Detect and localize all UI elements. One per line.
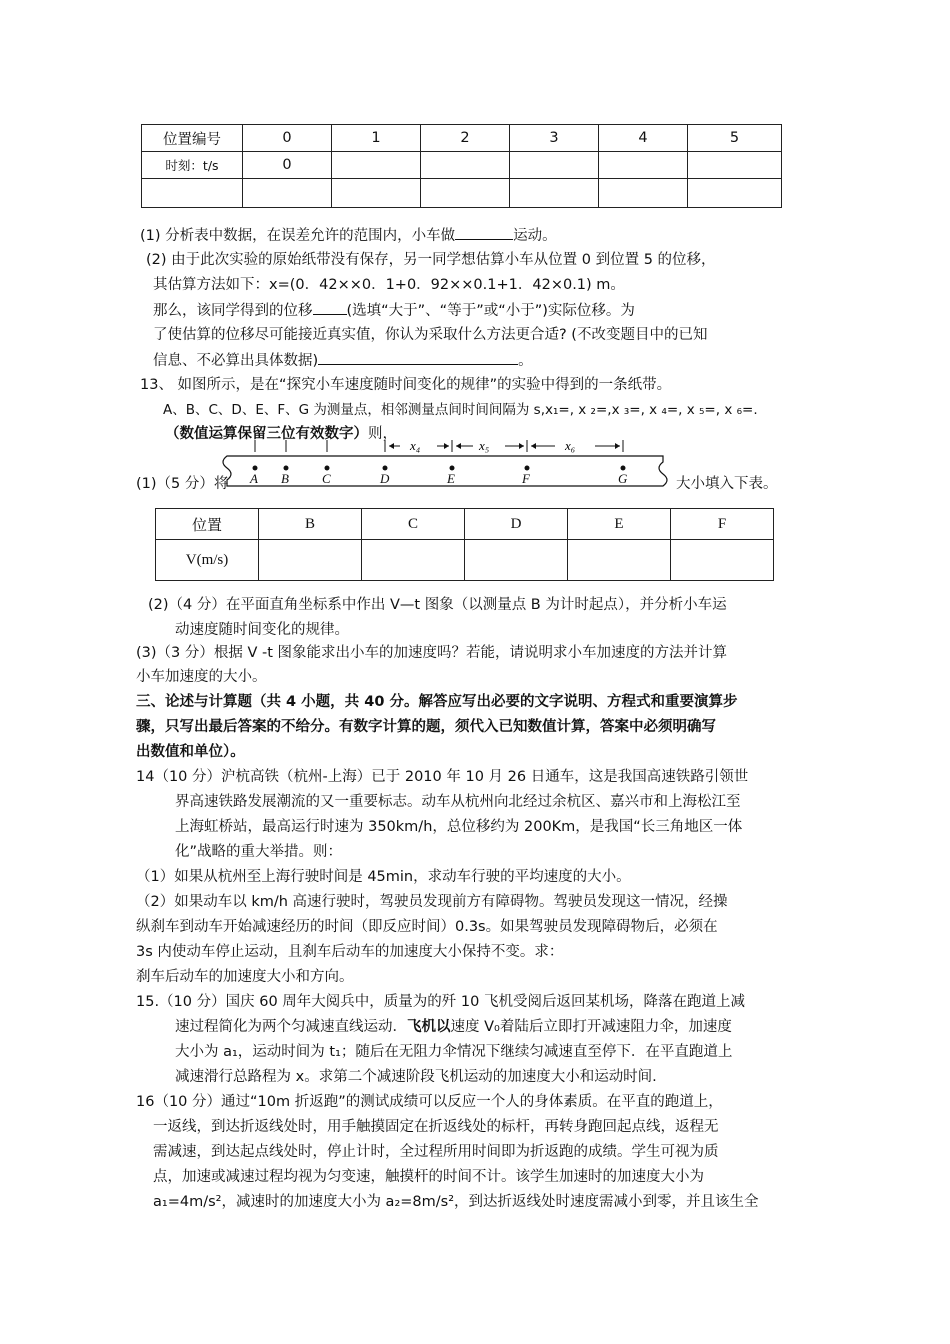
table-row: [156, 540, 774, 581]
q13-part1-start: (1)（5 分）将: [136, 476, 229, 492]
q12-part2-line5-a: 信息、不必算出具体数据): [153, 353, 319, 369]
q13-part2-line2: 动速度随时间变化的规律。: [175, 622, 349, 638]
q14-line1: 14（10 分）沪杭高铁（杭州-上海）已于 2010 年 10 月 26 日通车，这是我国高速铁路引领世: [136, 769, 749, 785]
segment-label-x6: x₆: [565, 438, 576, 453]
table-cell: [688, 179, 782, 208]
table-row-label: V(m/s): [156, 540, 259, 581]
q14-line9: 刹车后动车的加速度大小和方向。: [136, 969, 354, 985]
table-header-cell: 位置: [156, 509, 259, 540]
table-cell: [568, 540, 671, 581]
point-label-f: F: [522, 471, 530, 486]
table-cell: [510, 179, 599, 208]
point-label-e: E: [447, 471, 455, 486]
q12-part2-line3-b: (选填“大于”、“等于”或“小于”)实际位移。为: [346, 303, 635, 319]
q14-line3: 上海虹桥站，最高运行时速为 350km/h，总位移约为 200Km，是我国“长三角地区一体: [175, 819, 743, 835]
table-header-cell: 5: [688, 125, 782, 152]
answer-blank: [313, 300, 347, 315]
q15-line2-c: 速度 V₀着陆后立即打开减速阻力伞，加速度: [450, 1019, 732, 1035]
paper-tape-diagram: [215, 436, 675, 496]
table-cell: [599, 152, 688, 179]
q12-part2-line5: [153, 350, 533, 371]
point-label-g: G: [618, 471, 628, 486]
q16-line3: 需减速，到达起点线处时，停止计时，全过程所用时间即为折返跑的成绩。学生可视为质: [153, 1144, 719, 1160]
table-cell: [362, 540, 465, 581]
table-cell: 0: [243, 152, 332, 179]
table-header-cell: 位置编号: [142, 125, 243, 152]
q15-line2-a: 速过程简化为两个匀减速直线运动．: [175, 1019, 407, 1035]
section3-heading-line3: 出数值和单位）。: [136, 744, 245, 760]
segment-label-x4: x₄: [410, 438, 421, 453]
q13-part3-line1: (3)（3 分）根据 V -t 图象能求出小车的加速度吗？若能，请说明求小车加速度的方法并计算: [136, 645, 728, 661]
table-cell: [243, 179, 332, 208]
table-header-cell: D: [465, 509, 568, 540]
answer-blank: [455, 225, 513, 240]
q12-part2-line2: 其估算方法如下：x=(0．42××0．1+0．92××0.1+1．42×0.1) m。: [153, 277, 625, 293]
q12-part2-line1: (2) 由于此次实验的原始纸带没有保存，另一同学想估算小车从位置 0 到位置 5 的位移，: [146, 252, 716, 268]
q14-line7: 纵刹车到动车开始减速经历的时间（即反应时间）0.3s。如果驾驶员发现障碍物后，必须在: [136, 919, 718, 935]
q14-line2: 界高速铁路发展潮流的又一重要标志。动车从杭州向北经过余杭区、嘉兴市和上海松江至: [175, 794, 741, 810]
table-header-cell: 4: [599, 125, 688, 152]
q14-line6: （2）如果动车以 km/h 高速行驶时，驾驶员发现前方有障碍物。驾驶员发现这一情况，经操: [136, 894, 728, 910]
q15-line2: [175, 1017, 732, 1037]
q16-line1: 16（10 分）通过“10m 折返跑”的测试成绩可以反应一个人的身体素质。在平直的跑道上，: [136, 1094, 723, 1110]
q13-note: （数值运算保留三位有效数字）: [165, 426, 368, 442]
answer-blank: [318, 350, 518, 365]
point-label-d: D: [380, 471, 390, 486]
table-cell: [510, 152, 599, 179]
table-header-cell: C: [362, 509, 465, 540]
table-row: [156, 509, 774, 540]
table-header-cell: 0: [243, 125, 332, 152]
table-cell: [671, 540, 774, 581]
table-cell: [259, 540, 362, 581]
section3-heading-line1: 三、论述与计算题（共 4 小题，共 40 分。解答应写出必要的文字说明、方程式和重要演算步: [136, 694, 738, 710]
table-row: [142, 152, 782, 179]
q13-part3-line2: 小车加速度的大小。: [136, 669, 267, 685]
q16-line5: a₁=4m/s²，减速时的加速度大小为 a₂=8m/s²，到达折返线处时速度需减小到零，并且该生全: [153, 1194, 759, 1210]
table-header-cell: E: [568, 509, 671, 540]
q14-line8: 3s 内使动车停止运动，且刹车后动车的加速度大小保持不变。求：: [136, 944, 564, 960]
q12-part1-end: 运动。: [513, 228, 557, 244]
table-header-cell: B: [259, 509, 362, 540]
q15-line1: 15.（10 分）国庆 60 周年大阅兵中，质量为的歼 10 飞机受阅后返回某机场，降落在跑道上减: [136, 994, 745, 1010]
q12-part2-line5-b: 。: [518, 353, 533, 369]
q12-part2-line3-a: 那么，该同学得到的位移: [153, 303, 313, 319]
q14-line5: （1）如果从杭州至上海行驶时间是 45min，求动车行驶的平均速度的大小。: [136, 869, 631, 885]
velocity-table: [155, 508, 774, 581]
table-row: [142, 179, 782, 208]
tape-body: [223, 456, 667, 486]
point-label-b: B: [281, 471, 289, 486]
table-row: [142, 125, 782, 152]
table-header-cell: 2: [421, 125, 510, 152]
q12-part1: [140, 225, 557, 246]
q13-then: 则，: [368, 426, 397, 442]
table-cell: [421, 179, 510, 208]
position-time-table: [141, 124, 782, 208]
q12-part2-line4: 了使估算的位移尽可能接近真实值，你认为采取什么方法更合适? (不改变题目中的已知: [153, 327, 708, 343]
point-label-a: A: [250, 471, 258, 486]
q16-line4: 点，加速或减速过程均视为匀变速，触摸杆的时间不计。该学生加速时的加速度大小为: [153, 1169, 704, 1185]
section3-heading-line2: 骤，只写出最后答案的不给分。有数字计算的题，须代入已知数值计算，答案中必须明确写: [136, 719, 716, 735]
q13-part2-line1: (2)（4 分）在平面直角坐标系中作出 V—t 图象（以测量点 B 为计时起点），并分析小车运: [148, 597, 727, 613]
point-label-c: C: [322, 471, 331, 486]
q14-line4: 化”战略的重大举措。则：: [175, 844, 343, 860]
table-cell: [332, 179, 421, 208]
table-header-cell: 1: [332, 125, 421, 152]
q15-line3: 大小为 a₁，运动时间为 t₁；随后在无阻力伞情况下继续匀减速直至停下．在平直跑道上: [175, 1044, 733, 1060]
table-row-label: 时刻：t/s: [142, 152, 243, 179]
table-header-cell: F: [671, 509, 774, 540]
segment-label-x5: x₅: [479, 438, 490, 453]
q13-part1-end: 大小填入下表。: [676, 476, 778, 492]
table-cell: [421, 152, 510, 179]
q12-part1-text: (1) 分析表中数据，在误差允许的范围内，小车做: [140, 228, 456, 244]
table-cell: [599, 179, 688, 208]
q16-line2: 一返线，到达折返线处时，用手触摸固定在折返线处的标杆，再转身跑回起点线，返程无: [153, 1119, 719, 1135]
table-cell: [688, 152, 782, 179]
q15-line4: 减速滑行总路程为 x。求第二个减速阶段飞机运动的加速度大小和运动时间.: [175, 1069, 657, 1085]
table-cell: [332, 152, 421, 179]
q12-part2-line3: [153, 300, 635, 321]
q13-line1: 13、 如图所示，是在“探究小车速度随时间变化的规律”的实验中得到的一条纸带。: [140, 377, 672, 393]
table-cell: [465, 540, 568, 581]
table-header-cell: 3: [510, 125, 599, 152]
q13-line2: A、B、C、D、E、F、G 为测量点，相邻测量点间时间间隔为 s,x₁=, x ₂=,x ₃=, x ₄=, x ₅=, x ₆=.: [163, 402, 758, 418]
table-cell: [142, 179, 243, 208]
q15-line2-bold: 飞机以: [407, 1019, 451, 1035]
